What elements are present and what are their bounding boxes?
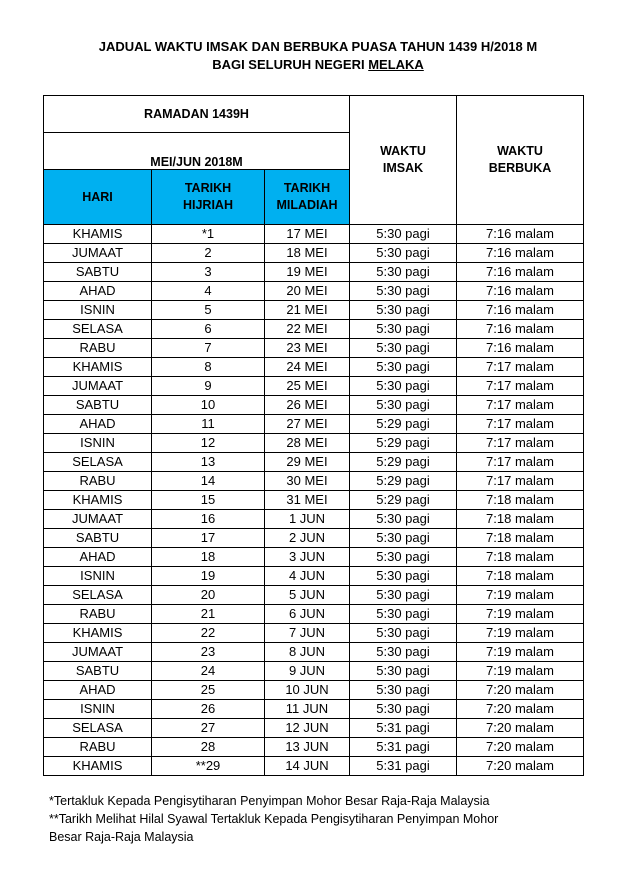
cell-berbuka: 7:17 malam xyxy=(457,453,584,472)
cell-miladi: 19 MEI xyxy=(265,263,350,282)
cell-hari: AHAD xyxy=(44,548,152,567)
cell-miladi: 17 MEI xyxy=(265,225,350,244)
cell-berbuka: 7:17 malam xyxy=(457,396,584,415)
schedule-table xyxy=(43,95,584,776)
cell-hijri: *1 xyxy=(152,225,265,244)
cell-imsak: 5:30 pagi xyxy=(350,282,457,301)
cell-miladi: 2 JUN xyxy=(265,529,350,548)
cell-imsak: 5:31 pagi xyxy=(350,738,457,757)
cell-berbuka: 7:16 malam xyxy=(457,320,584,339)
cell-miladi: 13 JUN xyxy=(265,738,350,757)
cell-berbuka: 7:20 malam xyxy=(457,719,584,738)
table-row xyxy=(44,605,584,624)
cell-imsak: 5:30 pagi xyxy=(350,548,457,567)
cell-hijri: 22 xyxy=(152,624,265,643)
cell-berbuka: 7:19 malam xyxy=(457,643,584,662)
cell-hijri: 6 xyxy=(152,320,265,339)
cell-imsak: 5:30 pagi xyxy=(350,320,457,339)
cell-hari: KHAMIS xyxy=(44,757,152,776)
cell-miladi: 21 MEI xyxy=(265,301,350,320)
cell-hari: RABU xyxy=(44,339,152,358)
cell-miladi: 11 JUN xyxy=(265,700,350,719)
cell-hari: JUMAAT xyxy=(44,643,152,662)
table-row xyxy=(44,396,584,415)
table-row xyxy=(44,624,584,643)
cell-hari: SABTU xyxy=(44,662,152,681)
cell-hari: AHAD xyxy=(44,681,152,700)
miladi-header: TARIKH MILADIAH xyxy=(265,170,350,225)
cell-miladi: 3 JUN xyxy=(265,548,350,567)
hari-header: HARI xyxy=(44,170,152,225)
cell-hijri: 14 xyxy=(152,472,265,491)
cell-miladi: 28 MEI xyxy=(265,434,350,453)
cell-imsak: 5:30 pagi xyxy=(350,377,457,396)
cell-berbuka: 7:19 malam xyxy=(457,586,584,605)
table-row xyxy=(44,662,584,681)
cell-hari: SABTU xyxy=(44,396,152,415)
state-name: MELAKA xyxy=(368,57,424,72)
cell-miladi: 10 JUN xyxy=(265,681,350,700)
cell-hari: RABU xyxy=(44,738,152,757)
cell-imsak: 5:31 pagi xyxy=(350,719,457,738)
cell-miladi: 6 JUN xyxy=(265,605,350,624)
table-row xyxy=(44,757,584,776)
cell-berbuka: 7:20 malam xyxy=(457,681,584,700)
hijri-header: TARIKH HIJRIAH xyxy=(152,170,265,225)
table-row xyxy=(44,681,584,700)
cell-miladi: 8 JUN xyxy=(265,643,350,662)
cell-miladi: 14 JUN xyxy=(265,757,350,776)
cell-hijri: 25 xyxy=(152,681,265,700)
cell-miladi: 5 JUN xyxy=(265,586,350,605)
cell-imsak: 5:29 pagi xyxy=(350,434,457,453)
cell-hijri: 4 xyxy=(152,282,265,301)
imsak-header: WAKTU IMSAK xyxy=(350,96,457,225)
cell-hari: ISNIN xyxy=(44,567,152,586)
cell-berbuka: 7:19 malam xyxy=(457,662,584,681)
cell-berbuka: 7:16 malam xyxy=(457,244,584,263)
table-row xyxy=(44,491,584,510)
cell-imsak: 5:29 pagi xyxy=(350,453,457,472)
footnote-2-line-2: Besar Raja-Raja Malaysia xyxy=(49,830,194,844)
cell-miladi: 22 MEI xyxy=(265,320,350,339)
cell-berbuka: 7:17 malam xyxy=(457,415,584,434)
table-row xyxy=(44,282,584,301)
cell-hijri: 28 xyxy=(152,738,265,757)
cell-berbuka: 7:17 malam xyxy=(457,434,584,453)
cell-miladi: 18 MEI xyxy=(265,244,350,263)
cell-miladi: 27 MEI xyxy=(265,415,350,434)
table-row xyxy=(44,738,584,757)
cell-imsak: 5:30 pagi xyxy=(350,301,457,320)
ramadan-header: RAMADAN 1439H xyxy=(44,96,350,133)
cell-hijri: 7 xyxy=(152,339,265,358)
table-row xyxy=(44,510,584,529)
cell-hijri: 12 xyxy=(152,434,265,453)
cell-hari: KHAMIS xyxy=(44,358,152,377)
cell-hijri: 19 xyxy=(152,567,265,586)
cell-imsak: 5:29 pagi xyxy=(350,491,457,510)
cell-hari: JUMAAT xyxy=(44,377,152,396)
cell-berbuka: 7:16 malam xyxy=(457,225,584,244)
cell-berbuka: 7:17 malam xyxy=(457,377,584,396)
table-row xyxy=(44,339,584,358)
cell-imsak: 5:30 pagi xyxy=(350,700,457,719)
cell-imsak: 5:30 pagi xyxy=(350,396,457,415)
cell-hijri: 11 xyxy=(152,415,265,434)
table-row xyxy=(44,434,584,453)
cell-hijri: 26 xyxy=(152,700,265,719)
cell-imsak: 5:30 pagi xyxy=(350,624,457,643)
cell-hari: AHAD xyxy=(44,282,152,301)
cell-hari: ISNIN xyxy=(44,434,152,453)
berbuka-header: WAKTU BERBUKA xyxy=(457,96,584,225)
cell-hari: RABU xyxy=(44,472,152,491)
cell-berbuka: 7:18 malam xyxy=(457,510,584,529)
cell-berbuka: 7:16 malam xyxy=(457,301,584,320)
cell-imsak: 5:30 pagi xyxy=(350,225,457,244)
table-row xyxy=(44,586,584,605)
cell-hari: SELASA xyxy=(44,586,152,605)
cell-imsak: 5:30 pagi xyxy=(350,662,457,681)
cell-hari: KHAMIS xyxy=(44,491,152,510)
table-row xyxy=(44,719,584,738)
cell-berbuka: 7:18 malam xyxy=(457,529,584,548)
table-row xyxy=(44,567,584,586)
cell-hijri: 27 xyxy=(152,719,265,738)
cell-hari: JUMAAT xyxy=(44,244,152,263)
cell-hari: SABTU xyxy=(44,529,152,548)
cell-imsak: 5:30 pagi xyxy=(350,510,457,529)
cell-imsak: 5:30 pagi xyxy=(350,529,457,548)
document-subtitle xyxy=(0,56,636,73)
cell-miladi: 4 JUN xyxy=(265,567,350,586)
cell-hari: SABTU xyxy=(44,263,152,282)
cell-hari: SELASA xyxy=(44,453,152,472)
table-row xyxy=(44,643,584,662)
cell-imsak: 5:30 pagi xyxy=(350,605,457,624)
cell-berbuka: 7:18 malam xyxy=(457,548,584,567)
table-row xyxy=(44,301,584,320)
cell-miladi: 26 MEI xyxy=(265,396,350,415)
table-row xyxy=(44,700,584,719)
table-row xyxy=(44,263,584,282)
cell-hari: SELASA xyxy=(44,719,152,738)
cell-miladi: 7 JUN xyxy=(265,624,350,643)
cell-berbuka: 7:16 malam xyxy=(457,282,584,301)
cell-hijri: 13 xyxy=(152,453,265,472)
table-row xyxy=(44,358,584,377)
cell-imsak: 5:30 pagi xyxy=(350,339,457,358)
cell-hijri: 8 xyxy=(152,358,265,377)
cell-berbuka: 7:16 malam xyxy=(457,339,584,358)
cell-imsak: 5:30 pagi xyxy=(350,643,457,662)
cell-berbuka: 7:20 malam xyxy=(457,700,584,719)
cell-hari: KHAMIS xyxy=(44,225,152,244)
table-row xyxy=(44,529,584,548)
cell-hijri: 16 xyxy=(152,510,265,529)
cell-imsak: 5:30 pagi xyxy=(350,681,457,700)
table-row xyxy=(44,453,584,472)
cell-miladi: 30 MEI xyxy=(265,472,350,491)
cell-imsak: 5:30 pagi xyxy=(350,244,457,263)
table-row xyxy=(44,472,584,491)
cell-berbuka: 7:18 malam xyxy=(457,567,584,586)
cell-miladi: 23 MEI xyxy=(265,339,350,358)
cell-miladi: 20 MEI xyxy=(265,282,350,301)
cell-berbuka: 7:18 malam xyxy=(457,491,584,510)
cell-berbuka: 7:17 malam xyxy=(457,472,584,491)
cell-berbuka: 7:19 malam xyxy=(457,605,584,624)
footnotes xyxy=(49,792,609,846)
table-row xyxy=(44,320,584,339)
cell-berbuka: 7:16 malam xyxy=(457,263,584,282)
cell-hijri: 20 xyxy=(152,586,265,605)
cell-hijri: 15 xyxy=(152,491,265,510)
cell-miladi: 9 JUN xyxy=(265,662,350,681)
subtitle-prefix: BAGI SELURUH NEGERI xyxy=(212,57,369,72)
cell-hari: RABU xyxy=(44,605,152,624)
cell-hijri: 17 xyxy=(152,529,265,548)
cell-hijri: 2 xyxy=(152,244,265,263)
cell-imsak: 5:30 pagi xyxy=(350,263,457,282)
cell-hari: SELASA xyxy=(44,320,152,339)
cell-miladi: 1 JUN xyxy=(265,510,350,529)
cell-imsak: 5:30 pagi xyxy=(350,358,457,377)
cell-imsak: 5:30 pagi xyxy=(350,567,457,586)
month-header: MEI/JUN 2018M xyxy=(44,133,350,170)
cell-miladi: 31 MEI xyxy=(265,491,350,510)
table-row xyxy=(44,415,584,434)
footnote-1: *Tertakluk Kepada Pengisytiharan Penyimpan Mohor Besar Raja-Raja Malaysia xyxy=(49,794,490,808)
table-row xyxy=(44,244,584,263)
cell-miladi: 24 MEI xyxy=(265,358,350,377)
cell-hijri: 23 xyxy=(152,643,265,662)
cell-imsak: 5:29 pagi xyxy=(350,472,457,491)
table-row xyxy=(44,548,584,567)
cell-imsak: 5:29 pagi xyxy=(350,415,457,434)
cell-miladi: 25 MEI xyxy=(265,377,350,396)
cell-hijri: 18 xyxy=(152,548,265,567)
cell-hijri: 5 xyxy=(152,301,265,320)
cell-hari: JUMAAT xyxy=(44,510,152,529)
cell-hijri: 24 xyxy=(152,662,265,681)
table-row xyxy=(44,225,584,244)
cell-hijri: 10 xyxy=(152,396,265,415)
cell-hari: KHAMIS xyxy=(44,624,152,643)
cell-berbuka: 7:17 malam xyxy=(457,358,584,377)
document-title: JADUAL WAKTU IMSAK DAN BERBUKA PUASA TAHUN 1439 H/2018 M xyxy=(98,39,538,54)
cell-berbuka: 7:20 malam xyxy=(457,738,584,757)
table-row xyxy=(44,377,584,396)
cell-imsak: 5:31 pagi xyxy=(350,757,457,776)
cell-hari: ISNIN xyxy=(44,700,152,719)
cell-hari: AHAD xyxy=(44,415,152,434)
cell-berbuka: 7:19 malam xyxy=(457,624,584,643)
cell-hijri: 9 xyxy=(152,377,265,396)
cell-hari: ISNIN xyxy=(44,301,152,320)
cell-berbuka: 7:20 malam xyxy=(457,757,584,776)
cell-miladi: 12 JUN xyxy=(265,719,350,738)
cell-hijri: 21 xyxy=(152,605,265,624)
footnote-2-line-1: **Tarikh Melihat Hilal Syawal Tertakluk Kepada Pengisytiharan Penyimpan Mohor xyxy=(49,812,499,826)
cell-hijri: **29 xyxy=(152,757,265,776)
cell-hijri: 3 xyxy=(152,263,265,282)
cell-miladi: 29 MEI xyxy=(265,453,350,472)
cell-imsak: 5:30 pagi xyxy=(350,586,457,605)
